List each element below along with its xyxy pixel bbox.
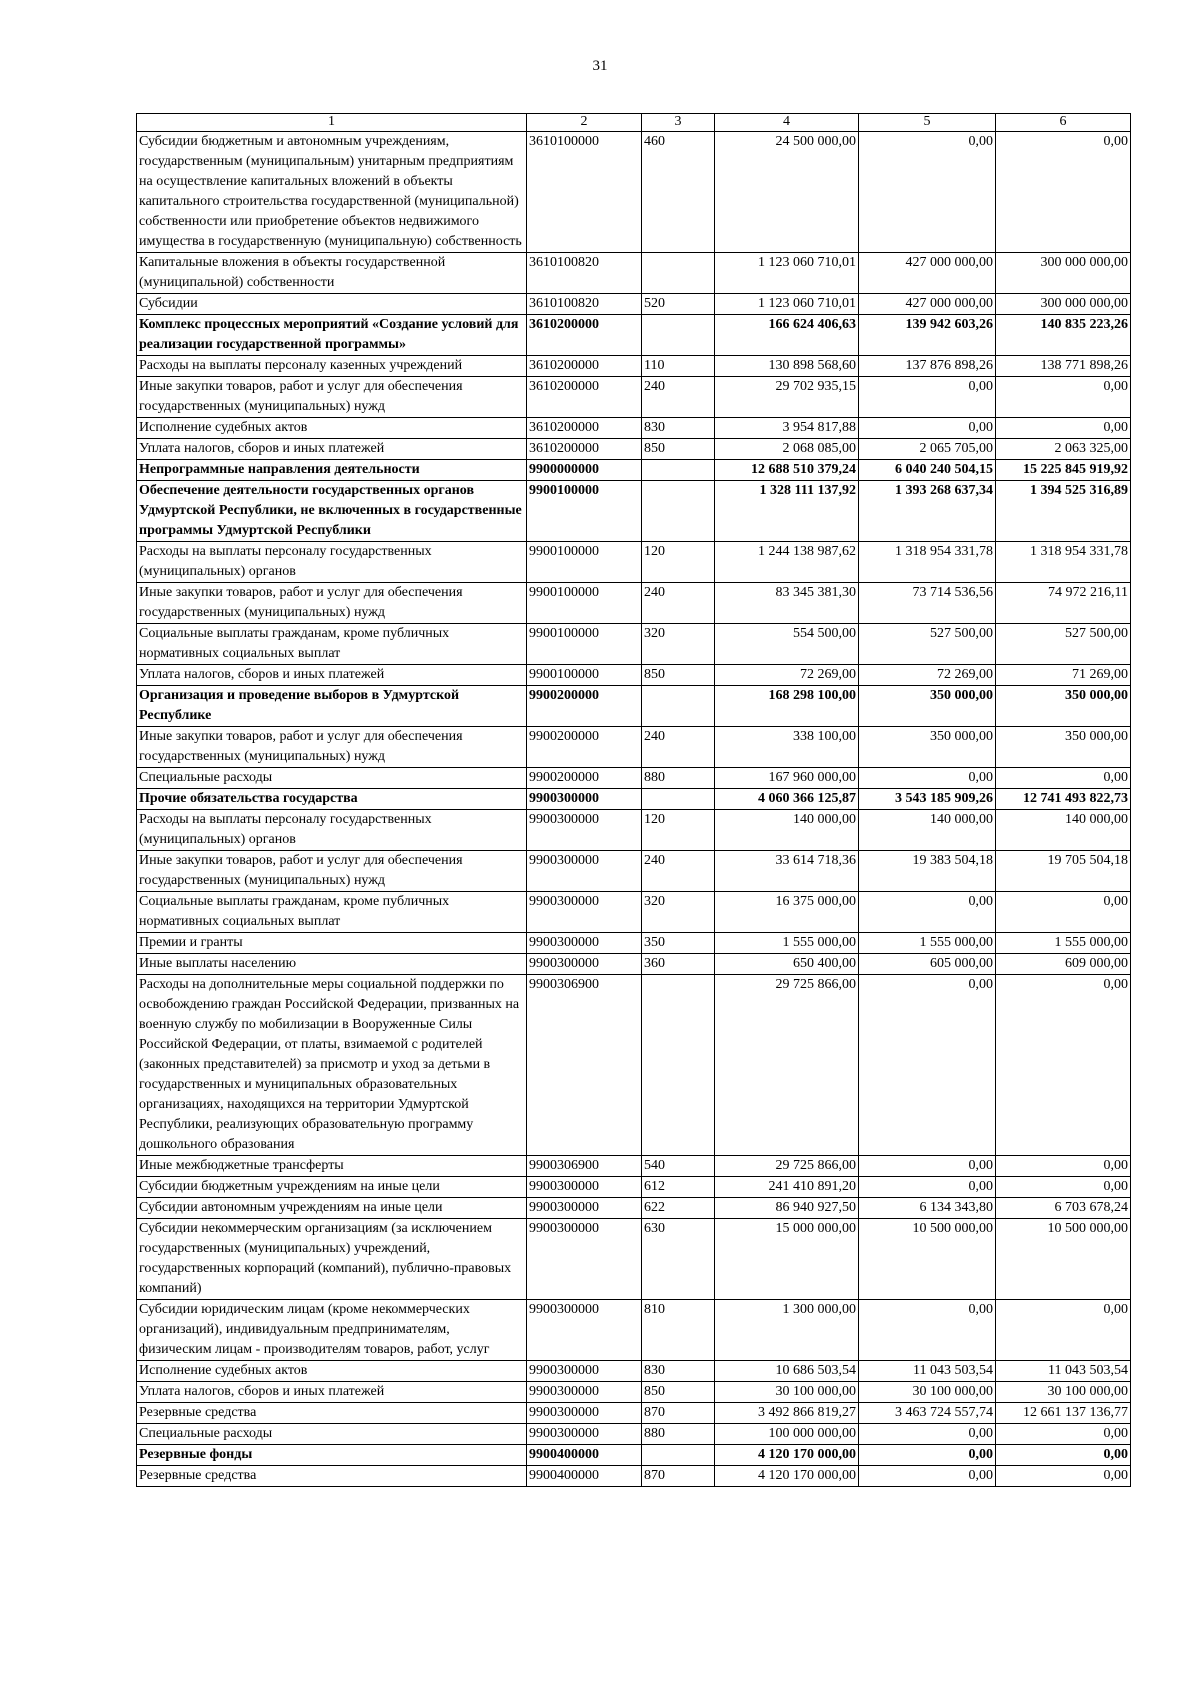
- column-header: 6: [996, 114, 1131, 132]
- column-header: 3: [642, 114, 715, 132]
- amount-year1-cell: 15 000 000,00: [715, 1219, 859, 1300]
- row-name-cell: Субсидии автономным учреждениям на иные цели: [137, 1198, 527, 1219]
- target-code-cell: 3610200000: [527, 356, 642, 377]
- row-name-cell: Специальные расходы: [137, 1424, 527, 1445]
- amount-year2-cell: 427 000 000,00: [859, 294, 996, 315]
- expense-type-cell: 880: [642, 768, 715, 789]
- amount-year2-cell: 0,00: [859, 975, 996, 1156]
- amount-year3-cell: 0,00: [996, 418, 1131, 439]
- expense-type-cell: 320: [642, 624, 715, 665]
- table-row: [137, 439, 1131, 460]
- row-name-cell: Субсидии некоммерческим организациям (за исключением государственных (муниципальных) учреждений, государственных корпораций (компаний), публично-правовых компаний): [137, 1219, 527, 1300]
- amount-year3-cell: 138 771 898,26: [996, 356, 1131, 377]
- amount-year2-cell: 139 942 603,26: [859, 315, 996, 356]
- target-code-cell: 9900400000: [527, 1466, 642, 1487]
- row-name-cell: Иные закупки товаров, работ и услуг для обеспечения государственных (муниципальных) нужд: [137, 851, 527, 892]
- target-code-cell: 9900300000: [527, 892, 642, 933]
- amount-year3-cell: 0,00: [996, 1466, 1131, 1487]
- row-name-cell: Исполнение судебных актов: [137, 418, 527, 439]
- row-name-cell: Субсидии бюджетным и автономным учреждениям, государственным (муниципальным) унитарным предприятиям на осуществление капитальных вложений в объекты капитального строительства государственной (муниципальной) собственности или приобретение объектов недвижимого имущества в государственную (муниципальную) собственность: [137, 132, 527, 253]
- expense-type-cell: 870: [642, 1466, 715, 1487]
- amount-year3-cell: 527 500,00: [996, 624, 1131, 665]
- expense-type-cell: [642, 253, 715, 294]
- expense-type-cell: [642, 686, 715, 727]
- table-row: [137, 418, 1131, 439]
- target-code-cell: 9900100000: [527, 542, 642, 583]
- table-row: [137, 1300, 1131, 1361]
- amount-year3-cell: 609 000,00: [996, 954, 1131, 975]
- table-row: [137, 727, 1131, 768]
- amount-year2-cell: 72 269,00: [859, 665, 996, 686]
- table-row: [137, 583, 1131, 624]
- amount-year3-cell: 10 500 000,00: [996, 1219, 1131, 1300]
- amount-year1-cell: 2 068 085,00: [715, 439, 859, 460]
- table-row: [137, 1424, 1131, 1445]
- amount-year2-cell: 30 100 000,00: [859, 1382, 996, 1403]
- amount-year3-cell: 0,00: [996, 1177, 1131, 1198]
- table-row: [137, 892, 1131, 933]
- amount-year1-cell: 29 725 866,00: [715, 1156, 859, 1177]
- target-code-cell: 9900300000: [527, 1219, 642, 1300]
- target-code-cell: 9900306900: [527, 1156, 642, 1177]
- target-code-cell: 3610100000: [527, 132, 642, 253]
- expense-type-cell: 350: [642, 933, 715, 954]
- table-row: [137, 686, 1131, 727]
- amount-year1-cell: 29 725 866,00: [715, 975, 859, 1156]
- amount-year3-cell: 71 269,00: [996, 665, 1131, 686]
- row-name-cell: Расходы на дополнительные меры социальной поддержки по освобождению граждан Российской Федерации, призванных на военную службу по мобилизации в Вооруженные Силы Российской Федерации, от платы, взимаемой с родителей (законных представителей) за присмотр и уход за детьми в государственных и муниципальных образовательных организациях, находящихся на территории Удмуртской Республики, реализующих образовательную программу дошкольного образования: [137, 975, 527, 1156]
- table-row: [137, 481, 1131, 542]
- column-header: 1: [137, 114, 527, 132]
- row-name-cell: Уплата налогов, сборов и иных платежей: [137, 665, 527, 686]
- amount-year3-cell: 12 661 137 136,77: [996, 1403, 1131, 1424]
- expense-type-cell: 612: [642, 1177, 715, 1198]
- amount-year3-cell: 300 000 000,00: [996, 294, 1131, 315]
- table-row: [137, 789, 1131, 810]
- amount-year2-cell: 6 040 240 504,15: [859, 460, 996, 481]
- amount-year1-cell: 10 686 503,54: [715, 1361, 859, 1382]
- amount-year3-cell: 6 703 678,24: [996, 1198, 1131, 1219]
- amount-year3-cell: 1 318 954 331,78: [996, 542, 1131, 583]
- amount-year1-cell: 1 555 000,00: [715, 933, 859, 954]
- target-code-cell: 3610200000: [527, 439, 642, 460]
- target-code-cell: 3610200000: [527, 418, 642, 439]
- amount-year2-cell: 11 043 503,54: [859, 1361, 996, 1382]
- expense-type-cell: [642, 789, 715, 810]
- amount-year1-cell: 83 345 381,30: [715, 583, 859, 624]
- amount-year2-cell: 0,00: [859, 1466, 996, 1487]
- row-name-cell: Иные закупки товаров, работ и услуг для обеспечения государственных (муниципальных) нужд: [137, 583, 527, 624]
- target-code-cell: 9900200000: [527, 768, 642, 789]
- amount-year3-cell: 19 705 504,18: [996, 851, 1131, 892]
- budget-table: [136, 113, 1131, 1487]
- table-row: [137, 624, 1131, 665]
- table-row: [137, 1403, 1131, 1424]
- amount-year2-cell: 427 000 000,00: [859, 253, 996, 294]
- amount-year1-cell: 29 702 935,15: [715, 377, 859, 418]
- target-code-cell: 9900300000: [527, 1361, 642, 1382]
- target-code-cell: 3610100820: [527, 253, 642, 294]
- row-name-cell: Премии и гранты: [137, 933, 527, 954]
- amount-year3-cell: 140 835 223,26: [996, 315, 1131, 356]
- row-name-cell: Комплекс процессных мероприятий «Создание условий для реализации государственной программы»: [137, 315, 527, 356]
- amount-year3-cell: 0,00: [996, 1424, 1131, 1445]
- row-name-cell: Резервные фонды: [137, 1445, 527, 1466]
- expense-type-cell: 622: [642, 1198, 715, 1219]
- expense-type-cell: 810: [642, 1300, 715, 1361]
- expense-type-cell: 850: [642, 1382, 715, 1403]
- table-row: [137, 665, 1131, 686]
- amount-year1-cell: 650 400,00: [715, 954, 859, 975]
- amount-year1-cell: 3 492 866 819,27: [715, 1403, 859, 1424]
- amount-year3-cell: 300 000 000,00: [996, 253, 1131, 294]
- table-row: [137, 253, 1131, 294]
- table-row: [137, 460, 1131, 481]
- expense-type-cell: [642, 1445, 715, 1466]
- table-row: [137, 851, 1131, 892]
- table-row: [137, 933, 1131, 954]
- amount-year1-cell: 1 123 060 710,01: [715, 253, 859, 294]
- column-header: 4: [715, 114, 859, 132]
- table-row: [137, 810, 1131, 851]
- target-code-cell: 3610200000: [527, 315, 642, 356]
- row-name-cell: Расходы на выплаты персоналу государственных (муниципальных) органов: [137, 810, 527, 851]
- amount-year2-cell: 10 500 000,00: [859, 1219, 996, 1300]
- amount-year1-cell: 1 123 060 710,01: [715, 294, 859, 315]
- expense-type-cell: [642, 975, 715, 1156]
- row-name-cell: Иные закупки товаров, работ и услуг для обеспечения государственных (муниципальных) нужд: [137, 377, 527, 418]
- expense-type-cell: [642, 481, 715, 542]
- target-code-cell: 9900300000: [527, 1300, 642, 1361]
- amount-year1-cell: 1 300 000,00: [715, 1300, 859, 1361]
- amount-year1-cell: 168 298 100,00: [715, 686, 859, 727]
- column-header: 5: [859, 114, 996, 132]
- table-row: [137, 315, 1131, 356]
- table-row: [137, 132, 1131, 253]
- target-code-cell: 9900100000: [527, 624, 642, 665]
- expense-type-cell: 460: [642, 132, 715, 253]
- amount-year2-cell: 140 000,00: [859, 810, 996, 851]
- amount-year2-cell: 0,00: [859, 1445, 996, 1466]
- row-name-cell: Расходы на выплаты персоналу государственных (муниципальных) органов: [137, 542, 527, 583]
- target-code-cell: 9900300000: [527, 1403, 642, 1424]
- column-header: 2: [527, 114, 642, 132]
- target-code-cell: 3610200000: [527, 377, 642, 418]
- target-code-cell: 9900400000: [527, 1445, 642, 1466]
- amount-year2-cell: 0,00: [859, 1156, 996, 1177]
- amount-year2-cell: 527 500,00: [859, 624, 996, 665]
- amount-year3-cell: 15 225 845 919,92: [996, 460, 1131, 481]
- target-code-cell: 9900100000: [527, 481, 642, 542]
- amount-year2-cell: 0,00: [859, 1300, 996, 1361]
- amount-year2-cell: 1 318 954 331,78: [859, 542, 996, 583]
- amount-year2-cell: 1 555 000,00: [859, 933, 996, 954]
- target-code-cell: 9900300000: [527, 1177, 642, 1198]
- row-name-cell: Расходы на выплаты персоналу казенных учреждений: [137, 356, 527, 377]
- expense-type-cell: 830: [642, 1361, 715, 1382]
- amount-year3-cell: 1 555 000,00: [996, 933, 1131, 954]
- row-name-cell: Субсидии: [137, 294, 527, 315]
- amount-year2-cell: 1 393 268 637,34: [859, 481, 996, 542]
- row-name-cell: Уплата налогов, сборов и иных платежей: [137, 1382, 527, 1403]
- amount-year2-cell: 0,00: [859, 1177, 996, 1198]
- table-row: [137, 1382, 1131, 1403]
- table-row: [137, 542, 1131, 583]
- amount-year1-cell: 72 269,00: [715, 665, 859, 686]
- amount-year2-cell: 0,00: [859, 768, 996, 789]
- table-row: [137, 1219, 1131, 1300]
- amount-year1-cell: 24 500 000,00: [715, 132, 859, 253]
- table-row: [137, 377, 1131, 418]
- row-name-cell: Организация и проведение выборов в Удмуртской Республике: [137, 686, 527, 727]
- amount-year2-cell: 350 000,00: [859, 686, 996, 727]
- amount-year1-cell: 33 614 718,36: [715, 851, 859, 892]
- table-row: [137, 975, 1131, 1156]
- amount-year2-cell: 0,00: [859, 377, 996, 418]
- amount-year1-cell: 4 120 170 000,00: [715, 1445, 859, 1466]
- amount-year1-cell: 554 500,00: [715, 624, 859, 665]
- expense-type-cell: 110: [642, 356, 715, 377]
- expense-type-cell: 240: [642, 377, 715, 418]
- amount-year3-cell: 350 000,00: [996, 727, 1131, 768]
- expense-type-cell: 240: [642, 851, 715, 892]
- target-code-cell: 9900300000: [527, 933, 642, 954]
- amount-year3-cell: 0,00: [996, 892, 1131, 933]
- amount-year2-cell: 0,00: [859, 1424, 996, 1445]
- target-code-cell: 9900300000: [527, 1198, 642, 1219]
- expense-type-cell: 120: [642, 810, 715, 851]
- expense-type-cell: 630: [642, 1219, 715, 1300]
- expense-type-cell: 240: [642, 583, 715, 624]
- expense-type-cell: 830: [642, 418, 715, 439]
- amount-year2-cell: 0,00: [859, 418, 996, 439]
- amount-year1-cell: 4 120 170 000,00: [715, 1466, 859, 1487]
- amount-year1-cell: 140 000,00: [715, 810, 859, 851]
- row-name-cell: Исполнение судебных актов: [137, 1361, 527, 1382]
- amount-year1-cell: 338 100,00: [715, 727, 859, 768]
- amount-year2-cell: 350 000,00: [859, 727, 996, 768]
- table-row: [137, 1361, 1131, 1382]
- target-code-cell: 9900200000: [527, 727, 642, 768]
- target-code-cell: 9900300000: [527, 954, 642, 975]
- amount-year2-cell: 0,00: [859, 132, 996, 253]
- amount-year1-cell: 16 375 000,00: [715, 892, 859, 933]
- row-name-cell: Резервные средства: [137, 1466, 527, 1487]
- target-code-cell: 9900300000: [527, 1424, 642, 1445]
- row-name-cell: Непрограммные направления деятельности: [137, 460, 527, 481]
- amount-year3-cell: 74 972 216,11: [996, 583, 1131, 624]
- amount-year3-cell: 11 043 503,54: [996, 1361, 1131, 1382]
- row-name-cell: Иные закупки товаров, работ и услуг для обеспечения государственных (муниципальных) нужд: [137, 727, 527, 768]
- amount-year3-cell: 0,00: [996, 1300, 1131, 1361]
- row-name-cell: Субсидии бюджетным учреждениям на иные цели: [137, 1177, 527, 1198]
- amount-year1-cell: 30 100 000,00: [715, 1382, 859, 1403]
- amount-year3-cell: 30 100 000,00: [996, 1382, 1131, 1403]
- amount-year2-cell: 0,00: [859, 892, 996, 933]
- target-code-cell: 9900100000: [527, 665, 642, 686]
- amount-year2-cell: 605 000,00: [859, 954, 996, 975]
- row-name-cell: Специальные расходы: [137, 768, 527, 789]
- target-code-cell: 9900200000: [527, 686, 642, 727]
- row-name-cell: Прочие обязательства государства: [137, 789, 527, 810]
- table-row: [137, 1445, 1131, 1466]
- amount-year1-cell: 3 954 817,88: [715, 418, 859, 439]
- expense-type-cell: [642, 315, 715, 356]
- amount-year3-cell: 0,00: [996, 975, 1131, 1156]
- target-code-cell: 9900100000: [527, 583, 642, 624]
- amount-year2-cell: 19 383 504,18: [859, 851, 996, 892]
- expense-type-cell: 880: [642, 1424, 715, 1445]
- amount-year1-cell: 167 960 000,00: [715, 768, 859, 789]
- expense-type-cell: 870: [642, 1403, 715, 1424]
- amount-year2-cell: 3 463 724 557,74: [859, 1403, 996, 1424]
- table-row: [137, 1198, 1131, 1219]
- amount-year2-cell: 137 876 898,26: [859, 356, 996, 377]
- amount-year3-cell: 350 000,00: [996, 686, 1131, 727]
- header-row: [137, 114, 1131, 132]
- amount-year3-cell: 1 394 525 316,89: [996, 481, 1131, 542]
- amount-year2-cell: 73 714 536,56: [859, 583, 996, 624]
- table-row: [137, 356, 1131, 377]
- row-name-cell: Социальные выплаты гражданам, кроме публичных нормативных социальных выплат: [137, 624, 527, 665]
- table-row: [137, 294, 1131, 315]
- page-number: 31: [592, 58, 608, 74]
- row-name-cell: Социальные выплаты гражданам, кроме публичных нормативных социальных выплат: [137, 892, 527, 933]
- table-row: [137, 954, 1131, 975]
- amount-year1-cell: 12 688 510 379,24: [715, 460, 859, 481]
- amount-year3-cell: 2 063 325,00: [996, 439, 1131, 460]
- target-code-cell: 9900300000: [527, 1382, 642, 1403]
- amount-year1-cell: 4 060 366 125,87: [715, 789, 859, 810]
- target-code-cell: 9900300000: [527, 789, 642, 810]
- expense-type-cell: 540: [642, 1156, 715, 1177]
- target-code-cell: 9900300000: [527, 810, 642, 851]
- amount-year3-cell: 0,00: [996, 132, 1131, 253]
- row-name-cell: Капитальные вложения в объекты государственной (муниципальной) собственности: [137, 253, 527, 294]
- expense-type-cell: 320: [642, 892, 715, 933]
- target-code-cell: 3610100820: [527, 294, 642, 315]
- expense-type-cell: 850: [642, 665, 715, 686]
- amount-year3-cell: 0,00: [996, 1156, 1131, 1177]
- row-name-cell: Уплата налогов, сборов и иных платежей: [137, 439, 527, 460]
- expense-type-cell: [642, 460, 715, 481]
- amount-year1-cell: 241 410 891,20: [715, 1177, 859, 1198]
- amount-year2-cell: 2 065 705,00: [859, 439, 996, 460]
- target-code-cell: 9900306900: [527, 975, 642, 1156]
- row-name-cell: Резервные средства: [137, 1403, 527, 1424]
- table-row: [137, 1177, 1131, 1198]
- expense-type-cell: 240: [642, 727, 715, 768]
- amount-year1-cell: 86 940 927,50: [715, 1198, 859, 1219]
- amount-year1-cell: 130 898 568,60: [715, 356, 859, 377]
- table-row: [137, 1466, 1131, 1487]
- expense-type-cell: 360: [642, 954, 715, 975]
- row-name-cell: Иные выплаты населению: [137, 954, 527, 975]
- amount-year1-cell: 1 244 138 987,62: [715, 542, 859, 583]
- table-row: [137, 768, 1131, 789]
- amount-year3-cell: 0,00: [996, 377, 1131, 418]
- amount-year3-cell: 140 000,00: [996, 810, 1131, 851]
- table-row: [137, 1156, 1131, 1177]
- amount-year2-cell: 6 134 343,80: [859, 1198, 996, 1219]
- amount-year3-cell: 0,00: [996, 768, 1131, 789]
- expense-type-cell: 120: [642, 542, 715, 583]
- row-name-cell: Иные межбюджетные трансферты: [137, 1156, 527, 1177]
- amount-year1-cell: 100 000 000,00: [715, 1424, 859, 1445]
- target-code-cell: 9900300000: [527, 851, 642, 892]
- amount-year2-cell: 3 543 185 909,26: [859, 789, 996, 810]
- target-code-cell: 9900000000: [527, 460, 642, 481]
- row-name-cell: Субсидии юридическим лицам (кроме некоммерческих организаций), индивидуальным предпринимателям, физическим лицам - производителям товаров, работ, услуг: [137, 1300, 527, 1361]
- amount-year3-cell: 12 741 493 822,73: [996, 789, 1131, 810]
- amount-year1-cell: 166 624 406,63: [715, 315, 859, 356]
- amount-year3-cell: 0,00: [996, 1445, 1131, 1466]
- row-name-cell: Обеспечение деятельности государственных органов Удмуртской Республики, не включенных в государственные программы Удмуртской Республики: [137, 481, 527, 542]
- expense-type-cell: 850: [642, 439, 715, 460]
- expense-type-cell: 520: [642, 294, 715, 315]
- amount-year1-cell: 1 328 111 137,92: [715, 481, 859, 542]
